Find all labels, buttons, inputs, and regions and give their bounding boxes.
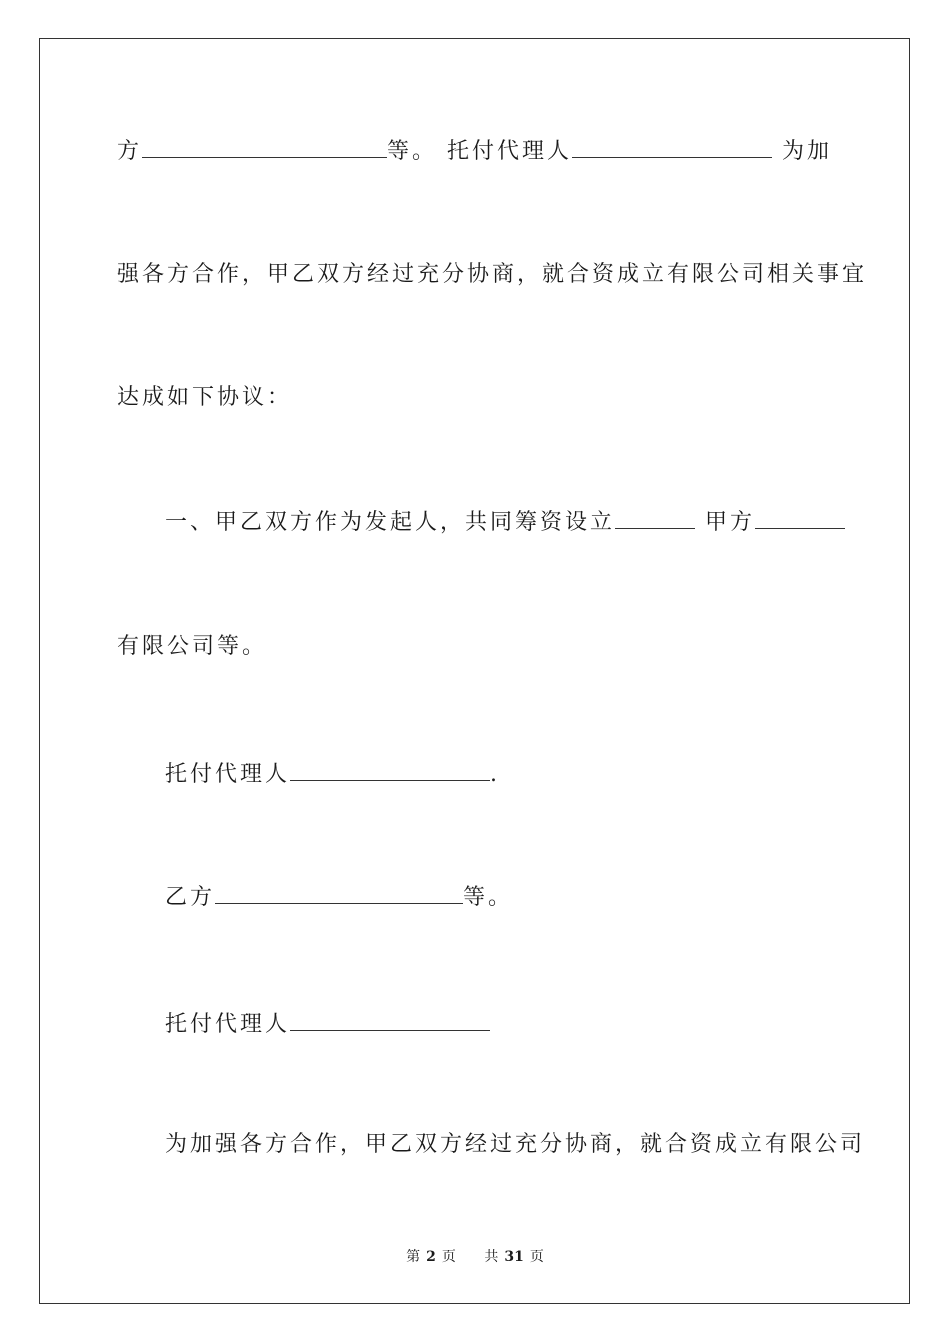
text-segment: 托付代理人 [165,1012,291,1037]
text-segment: 强各方合作，甲乙双方经过充分协商，就合资成立有限公司相关事宜 [117,262,868,287]
blank-field[interactable] [615,508,695,529]
total-pages: 31 [504,1249,524,1265]
page-prefix: 第 [406,1249,421,1265]
text-line-1 [117,137,832,167]
blank-field[interactable] [215,883,463,904]
blank-field[interactable] [572,137,772,158]
text-segment: 有限公司等。 [117,634,268,659]
current-page: 2 [426,1249,436,1265]
blank-field[interactable] [290,760,490,781]
text-line-9 [165,1130,865,1160]
blank-field[interactable] [290,1010,490,1031]
page-footer [0,1246,950,1266]
text-segment: 为加强各方合作，甲乙双方经过充分协商，就合资成立有限公司 [165,1132,866,1157]
text-line-3 [117,383,292,413]
text-segment: 托付代理人 [165,762,291,787]
text-line-4 [165,508,845,538]
text-segment: 乙方 [165,885,216,910]
blank-field[interactable] [755,508,845,529]
text-segment: 等。 托付代理人 [387,139,573,164]
text-line-6 [165,760,500,790]
page-suffix: 页 [441,1249,456,1265]
text-line-5 [117,632,267,662]
text-line-2 [117,260,867,290]
text-segment: . [490,762,501,787]
page-border [39,38,910,1304]
text-segment: 等。 [463,885,514,910]
text-segment: 甲方 [695,510,756,535]
text-segment: 一、甲乙双方作为发起人，共同筹资设立 [165,510,616,535]
text-segment: 方 [117,139,143,164]
page-number [400,1249,462,1265]
text-segment: 达成如下协议： [117,385,293,410]
text-segment: 为加 [772,139,833,164]
total-suffix: 页 [529,1249,544,1265]
page-total [478,1249,549,1265]
text-line-7 [165,883,513,913]
text-line-8 [165,1010,490,1040]
total-prefix: 共 [484,1249,499,1265]
blank-field[interactable] [142,137,387,158]
